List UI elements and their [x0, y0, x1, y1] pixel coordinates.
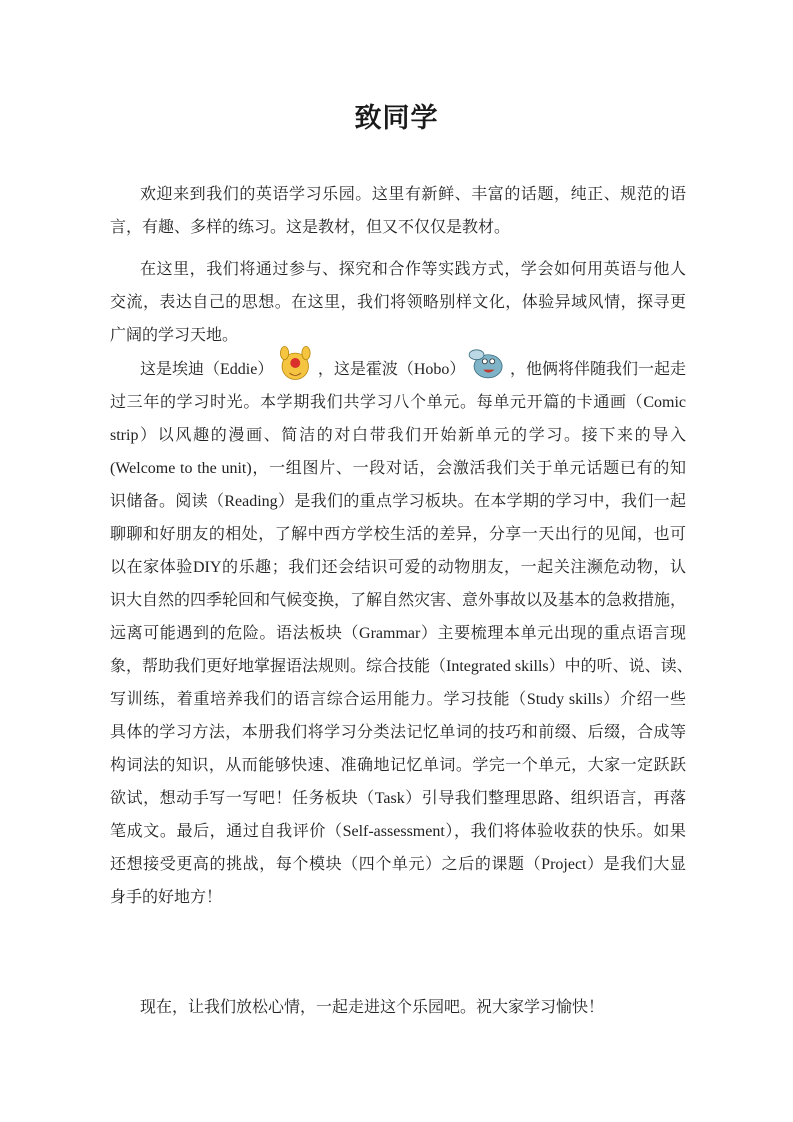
paragraph-line: 现在，让我们放松心情，一起走进这个乐园吧。祝大家学习愉快！: [140, 999, 605, 1016]
intro-line: [140, 359, 686, 381]
paragraph-line: 识大自然的四季轮回和气候变换，了解自然灾害、意外事故以及基本的急救措施，: [110, 592, 687, 609]
intro-text-rest: ，他俩将伴随我们一起走: [509, 361, 686, 378]
paragraph-line: 交流，表达自己的思想。在这里，我们将领略别样文化，体验异域风情，探寻更: [110, 294, 686, 311]
paragraph-line: 身手的好地方！: [110, 889, 223, 906]
paragraph-line: 识储备。阅读（Reading）是我们的重点学习板块。在本学期的学习中，我们一起: [110, 493, 686, 510]
page-title: 致同学: [354, 103, 439, 134]
paragraph-line: 聊聊和好朋友的相处，了解中西方学校生活的差异，分享一天出行的见闻，也可: [110, 526, 686, 543]
eddie-character-icon: [273, 341, 318, 385]
paragraph-line: 具体的学习方法，本册我们将学习分类法记忆单词的技巧和前缀、后缀，合成等: [110, 724, 686, 741]
paragraph-line: 过三年的学习时光。本学期我们共学习八个单元。每单元开篇的卡通画（Comic: [110, 394, 686, 411]
paragraph-line: 欲试，想动手写一写吧！任务板块（Task）引导我们整理思路、组织语言，再落: [110, 790, 686, 807]
paragraph-line: 在这里，我们将通过参与、探究和合作等实践方式，学会如何用英语与他人: [140, 261, 686, 278]
intro-text-eddie: 这是埃迪（Eddie）: [140, 361, 274, 378]
paragraph-line: strip）以风趣的漫画、简洁的对白带我们开始新单元的学习。接下来的导入: [110, 427, 686, 444]
paragraph-line: 还想接受更高的挑战，每个模块（四个单元）之后的课题（Project）是我们大显: [110, 856, 686, 873]
paragraph-line: 远离可能遇到的危险。语法板块（Grammar）主要梳理本单元出现的重点语言现: [110, 625, 686, 642]
paragraph-line: 言，有趣、多样的练习。这是教材，但又不仅仅是教材。: [110, 219, 511, 236]
hobo-character-icon: [465, 341, 510, 385]
paragraph-line: 广阔的学习天地。: [110, 327, 239, 344]
paragraph-line: 欢迎来到我们的英语学习乐园。这里有新鲜、丰富的话题，纯正、规范的语: [140, 186, 686, 203]
intro-text-hobo: ，这是霍波（Hobo）: [317, 361, 466, 378]
paragraph-line: 象，帮助我们更好地掌握语法规则。综合技能（Integrated skills）中的听、说、读、: [110, 658, 693, 675]
paragraph-line: 构词法的知识，从而能够快速、准确地记忆单词。学完一个单元，大家一定跃跃: [110, 757, 686, 774]
paragraph-line: (Welcome to the unit)，一组图片、一段对话，会激活我们关于单元话题已有的知: [110, 460, 686, 477]
paragraph-line: 写训练，着重培养我们的语言综合运用能力。学习技能（Study skills）介绍一些: [110, 691, 686, 708]
paragraph-line: 以在家体验DIY的乐趣；我们还会结识可爱的动物朋友，一起关注濒危动物，认: [110, 559, 686, 576]
paragraph-line: 笔成文。最后，通过自我评价（Self-assessment），我们将体验收获的快乐。如果: [110, 823, 686, 840]
